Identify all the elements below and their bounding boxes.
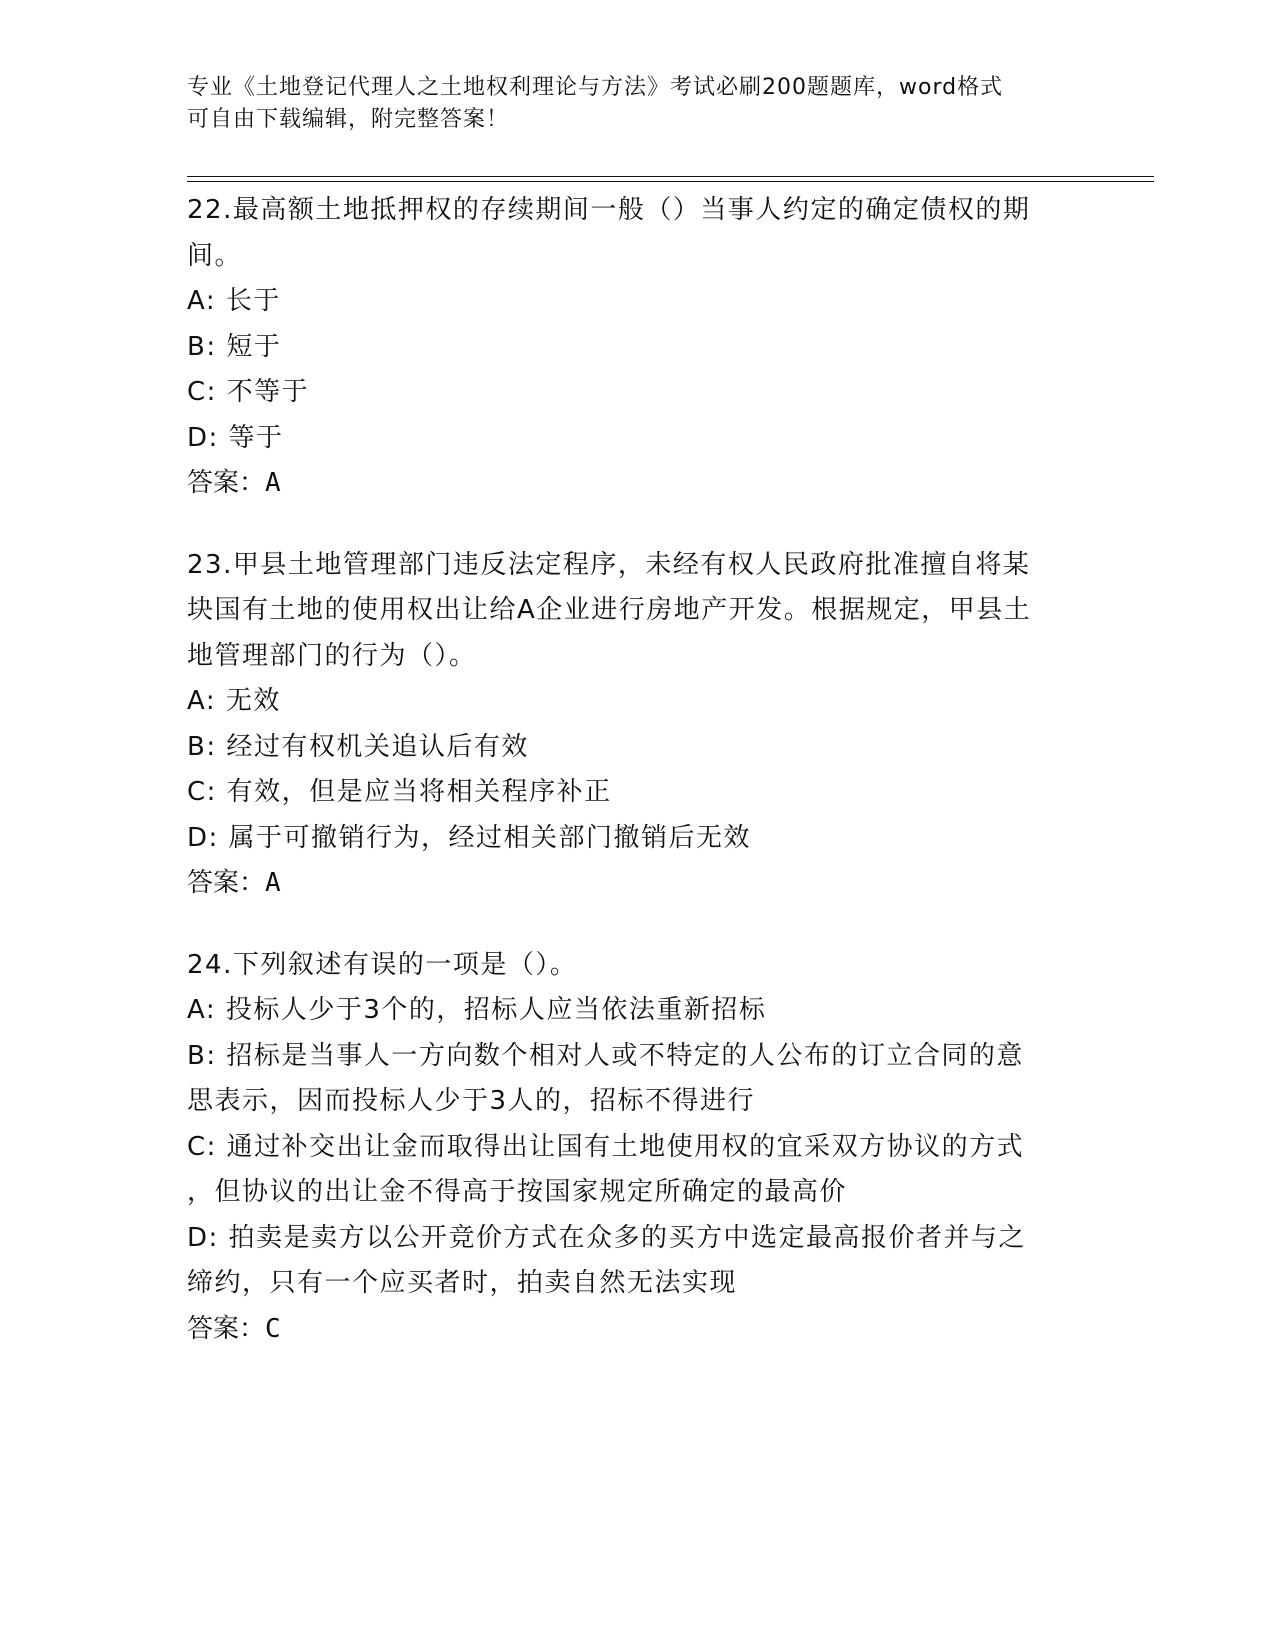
answer-label: 答案：C (187, 1313, 281, 1344)
option-c-continued: ，但协议的出让金不得高于按国家规定所确定的最高价 (187, 1177, 848, 1207)
option-d: D: 等于 (187, 422, 284, 453)
question-stem-line: 地管理部门的行为（）。 (187, 640, 477, 671)
header-divider-top (187, 176, 1154, 177)
header-divider-bottom (187, 181, 1154, 182)
question-stem-line: 23.甲县土地管理部门违反法定程序，未经有权人民政府批准擅自将某 (187, 549, 1031, 580)
question-stem-line: 块国有土地的使用权出让给A企业进行房地产开发。根据规定，甲县土 (187, 595, 1032, 625)
question-stem-line: 24.下列叙述有误的一项是（）。 (187, 949, 578, 980)
option-b: B: 招标是当事人一方向数个相对人或不特定的人公布的订立合同的意 (187, 1040, 1024, 1071)
header-line-2: 可自由下载编辑，附完整答案！ (187, 107, 510, 132)
option-a: A: 无效 (187, 686, 281, 716)
answer-label: 答案：A (187, 468, 281, 498)
option-d: D: 拍卖是卖方以公开竞价方式在众多的买方中选定最高报价者并与之 (187, 1222, 1027, 1253)
option-b-continued: 思表示，因而投标人少于3人的，招标不得进行 (187, 1086, 756, 1116)
question-list (187, 188, 1087, 1388)
option-c: C: 有效，但是应当将相关程序补正 (187, 777, 612, 807)
question-stem-line: 间。 (187, 240, 243, 271)
option-a: A: 投标人少于3个的，招标人应当依法重新招标 (187, 995, 767, 1025)
question-24 (187, 943, 1087, 1353)
option-b: B: 短于 (187, 331, 282, 362)
header-line-1: 专业《土地登记代理人之土地权利理论与方法》考试必刷200题题库，word格式 (187, 75, 1004, 100)
option-c: C: 通过补交出让金而取得出让国有土地使用权的宜采双方协议的方式 (187, 1131, 1025, 1162)
option-b: B: 经过有权机关追认后有效 (187, 731, 529, 762)
option-d: D: 属于可撤销行为，经过相关部门撤销后无效 (187, 822, 752, 853)
question-22 (187, 188, 1087, 507)
question-23 (187, 543, 1087, 907)
document-header (187, 72, 1067, 136)
answer-label: 答案：A (187, 868, 281, 898)
question-stem-line: 22.最高额土地抵押权的存续期间一般（）当事人约定的确定债权的期 (187, 195, 1031, 225)
option-d-continued: 缔约，只有一个应买者时，拍卖自然无法实现 (187, 1268, 738, 1298)
option-c: C: 不等于 (187, 377, 310, 407)
option-a: A: 长于 (187, 286, 281, 316)
